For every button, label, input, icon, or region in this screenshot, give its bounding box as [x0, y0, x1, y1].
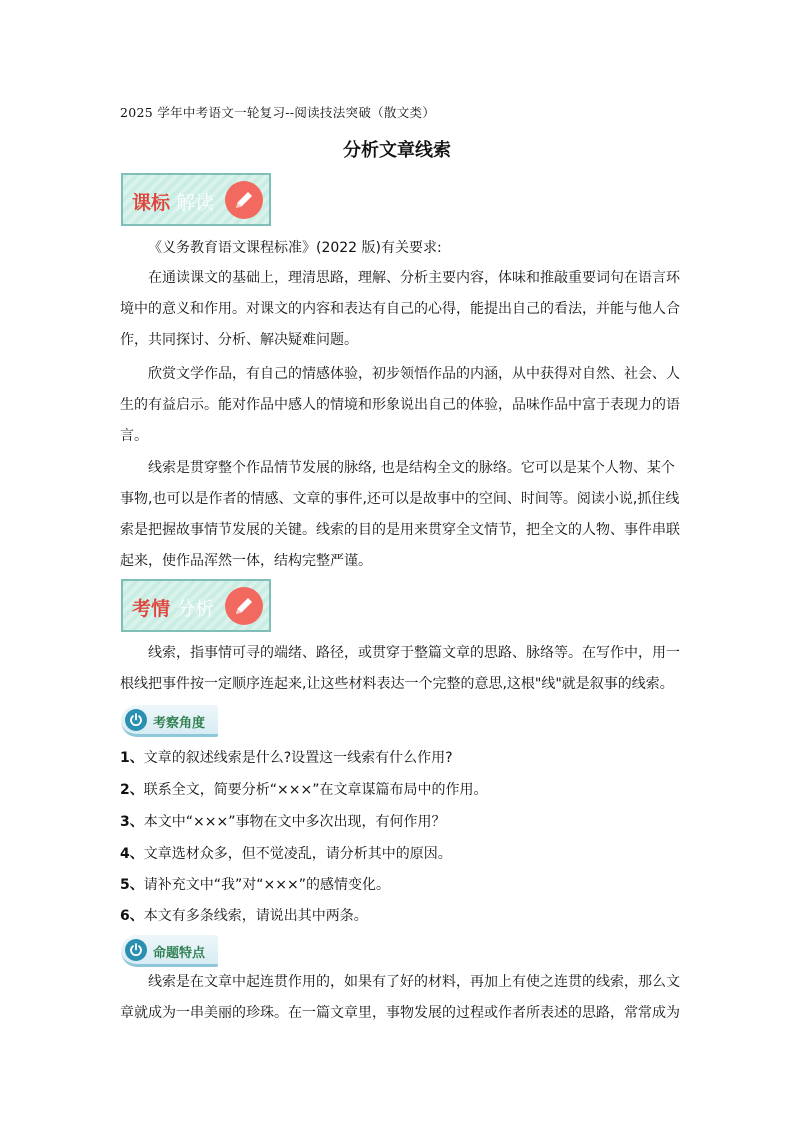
- page-title: 分析文章线索: [343, 140, 451, 161]
- paragraph-line: 线索是贯穿整个作品情节发展的脉络, 也是结构全文的脉络。它可以是某个人物、某个: [148, 460, 675, 476]
- paragraph-line: 言。: [120, 428, 148, 444]
- standard-lead: [120, 233, 675, 264]
- question-item: 1、文章的叙述线索是什么?设置这一线索有什么作用?: [120, 750, 453, 766]
- tag-question-features: [121, 935, 218, 967]
- question-item: 5、请补充文中“我”对“×××”的感情变化。: [120, 877, 390, 893]
- banner-curriculum: [121, 173, 271, 226]
- banner-label-sub: 分析: [176, 598, 215, 620]
- paragraph-clue-meaning: [120, 638, 680, 700]
- paragraph-clue-features: [120, 967, 680, 1029]
- paragraph-line: 线索，指事情可寻的端绪、路径，或贯穿于整篇文章的思路、脉络等。在写作中，用一: [148, 645, 680, 661]
- lead-text: 《义务教育语文课程标准》(2022 版)有关要求:: [148, 240, 442, 256]
- paragraph-line: 索是把握故事情节发展的关键。线索的目的是用来贯穿全文情节，把全文的人物、事件串联: [120, 522, 680, 538]
- paragraph-line: 起来，使作品浑然一体，结构完整严谨。: [120, 553, 372, 569]
- question-item: 3、本文中“×××”事物在文中多次出现，有何作用？: [120, 814, 446, 830]
- tag-label: 考察角度: [153, 716, 206, 731]
- power-icon: [125, 939, 147, 961]
- banner-exam-analysis: [121, 579, 271, 632]
- paragraph-line: 作，共同探讨、分析、解决疑难问题。: [120, 332, 358, 348]
- paragraph-clue-definition: [120, 453, 680, 577]
- document-subtitle: 2025 学年中考语文一轮复习--阅读技法突破（散文类）: [120, 105, 436, 120]
- question-item: 6、本文有多条线索，请说出其中两条。: [120, 908, 368, 924]
- paragraph-literature: [120, 359, 680, 452]
- paragraph-line: 生的有益启示。能对作品中感人的情境和形象说出自己的体验，品味作品中富于表现力的语: [120, 397, 680, 413]
- paragraph-line: 根线把事件按一定顺序连起来,让这些材料表达一个完整的意思,这根"线"就是叙事的线索。: [120, 676, 674, 692]
- paragraph-line: 事物,也可以是作者的情感、文章的事件,还可以是故事中的空间、时间等。阅读小说,抓住线: [120, 491, 680, 507]
- tag-label: 命题特点: [153, 946, 206, 961]
- pencil-icon: [225, 181, 263, 219]
- paragraph-line: 欣赏文学作品，有自己的情感体验，初步领悟作品的内涵，从中获得对自然、社会、人: [148, 366, 680, 382]
- paragraph-line: 境中的意义和作用。对课文的内容和表达有自己的心得，能提出自己的看法，并能与他人合: [120, 301, 680, 317]
- question-item: 4、文章选材众多，但不觉凌乱，请分析其中的原因。: [120, 846, 452, 862]
- tag-exam-angle: [121, 705, 218, 737]
- paragraph-reading: [120, 263, 680, 356]
- question-item: 2、联系全文，简要分析“×××”在文章谋篇布局中的作用。: [120, 782, 488, 798]
- paragraph-line: 章就成为一串美丽的珍珠。在一篇文章里，事物发展的过程或作者所表述的思路，常常成为: [120, 1005, 680, 1021]
- banner-label-sub: 解读: [176, 192, 215, 214]
- banner-label-main: 课标: [132, 192, 171, 214]
- paragraph-line: 线索是在文章中起连贯作用的，如果有了好的材料，再加上有使之连贯的线索，那么文: [148, 974, 680, 990]
- banner-label-main: 考情: [132, 598, 171, 620]
- power-icon: [125, 709, 147, 731]
- pencil-icon: [225, 587, 263, 625]
- paragraph-line: 在通读课文的基础上，理清思路，理解、分析主要内容，体味和推敲重要词句在语言环: [148, 270, 680, 286]
